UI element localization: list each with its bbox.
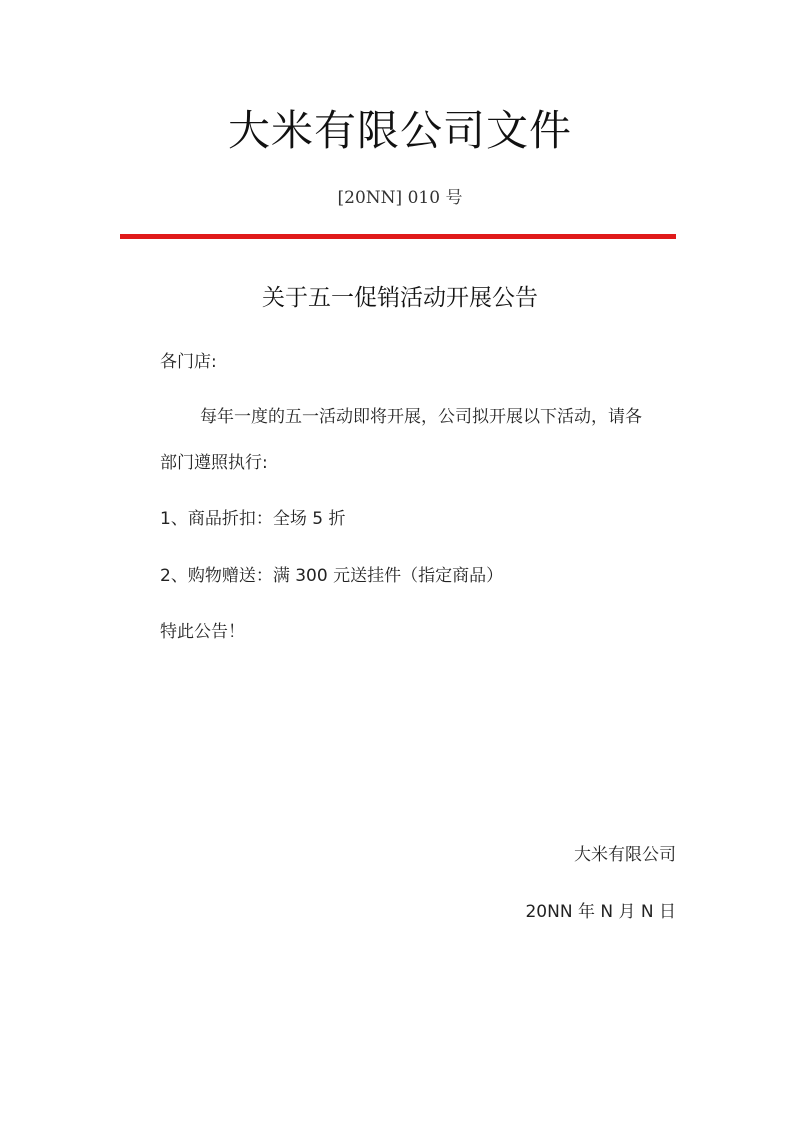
paragraph-line-1: 每年一度的五一活动即将开展，公司拟开展以下活动，请各 — [200, 407, 642, 427]
closing-statement: 特此公告！ — [160, 622, 245, 642]
paragraph-line-2: 部门遵照执行: — [160, 453, 268, 473]
list-item-discount: 1、商品折扣：全场 5 折 — [160, 509, 346, 529]
document-number: [20NN] 010 号 — [337, 188, 463, 208]
signature-date: 20NN 年 N 月 N 日 — [525, 902, 676, 922]
red-header-rule — [120, 234, 676, 239]
organization-title: 大米有限公司文件 — [227, 106, 572, 155]
notice-title: 关于五一促销活动开展公告 — [262, 285, 538, 311]
signature-company: 大米有限公司 — [574, 845, 676, 865]
list-item-gift: 2、购物赠送：满 300 元送挂件（指定商品） — [160, 566, 504, 586]
salutation: 各门店: — [160, 352, 217, 372]
